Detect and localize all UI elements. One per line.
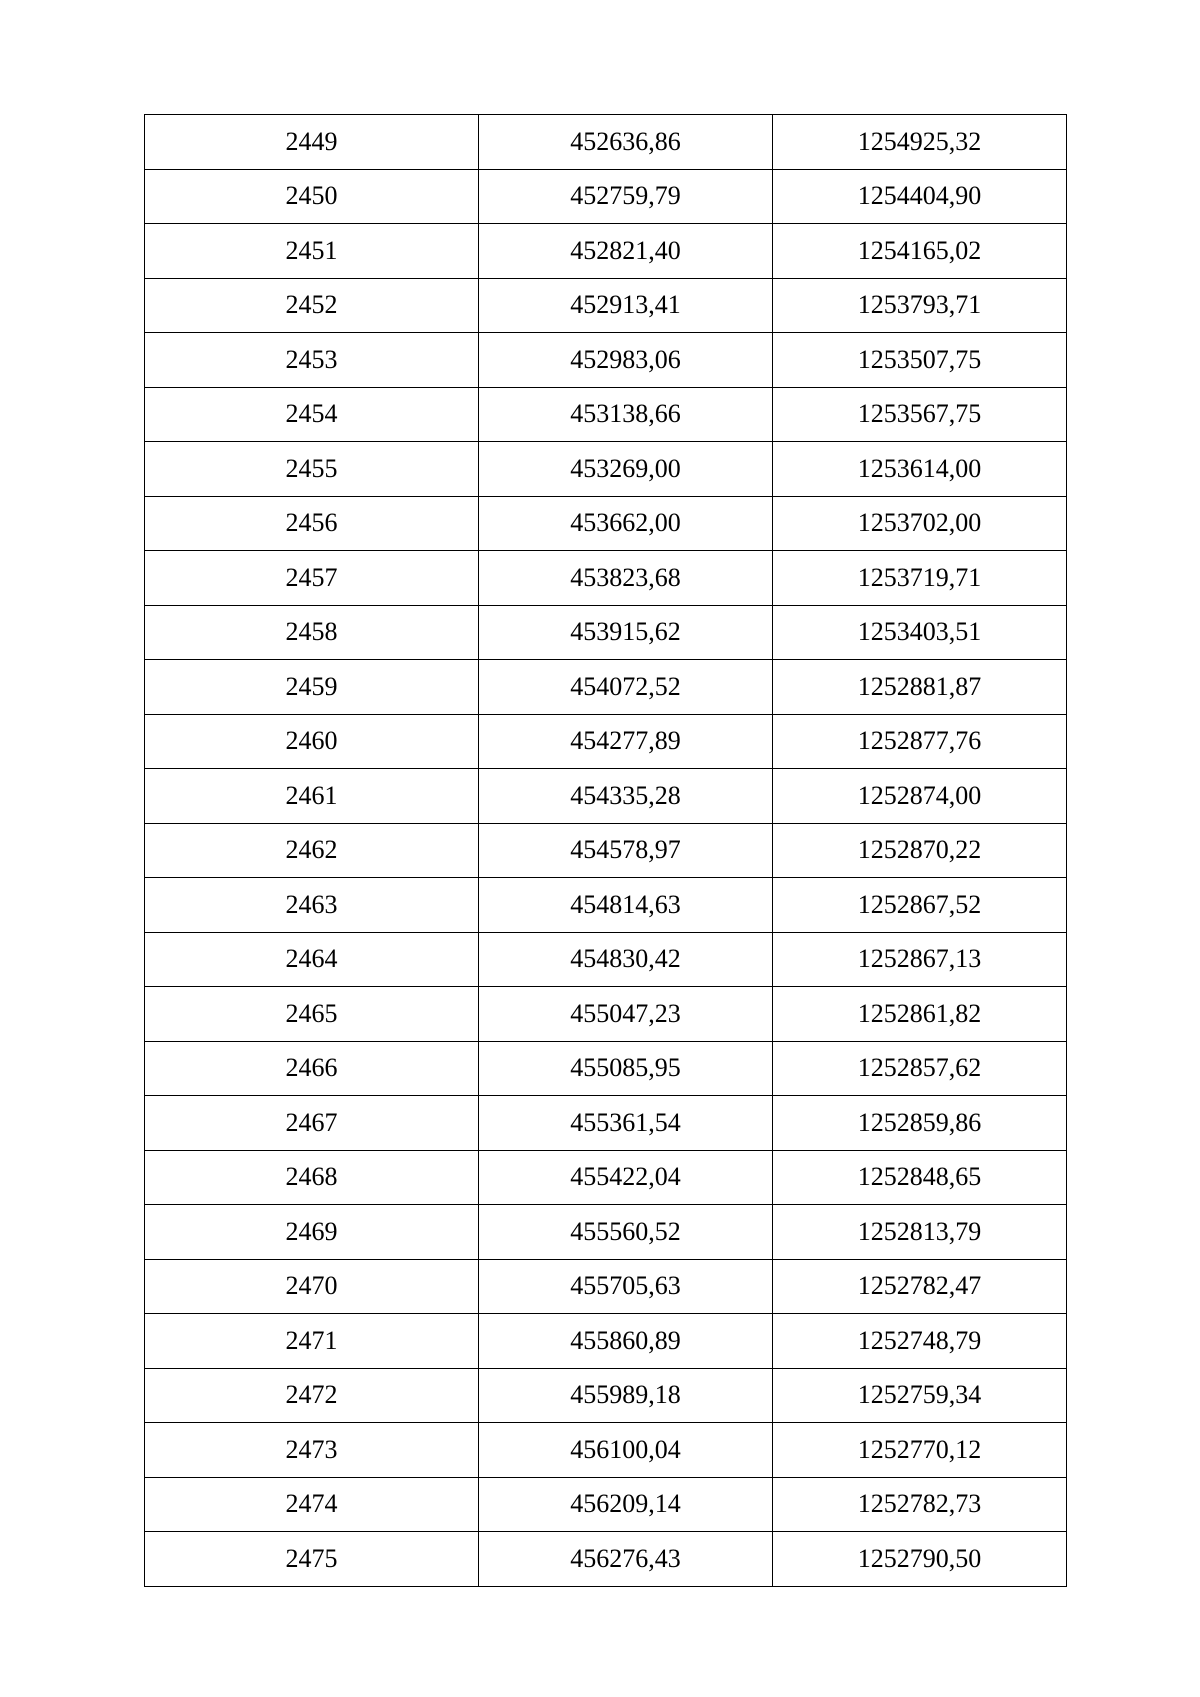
table-row: [145, 1041, 1067, 1096]
point-number-cell: 2457: [145, 551, 479, 606]
coordinate-x-cell: 456209,14: [479, 1477, 773, 1532]
coordinates-table-body: [145, 115, 1067, 1587]
coordinate-x-cell: 453269,00: [479, 442, 773, 497]
coordinate-y-cell: 1252782,73: [773, 1477, 1067, 1532]
table-row: [145, 1423, 1067, 1478]
coordinate-y-cell: 1254165,02: [773, 224, 1067, 279]
coordinate-y-cell: 1252870,22: [773, 823, 1067, 878]
table-row: [145, 932, 1067, 987]
point-number-cell: 2458: [145, 605, 479, 660]
coordinate-y-cell: 1252770,12: [773, 1423, 1067, 1478]
coordinate-x-cell: 454830,42: [479, 932, 773, 987]
coordinate-x-cell: 455422,04: [479, 1150, 773, 1205]
point-number-cell: 2466: [145, 1041, 479, 1096]
coordinate-y-cell: 1253403,51: [773, 605, 1067, 660]
table-row: [145, 769, 1067, 824]
table-row: [145, 878, 1067, 933]
table-row: [145, 169, 1067, 224]
point-number-cell: 2452: [145, 278, 479, 333]
coordinate-y-cell: 1252867,52: [773, 878, 1067, 933]
table-row: [145, 1532, 1067, 1587]
coordinate-x-cell: 454072,52: [479, 660, 773, 715]
point-number-cell: 2468: [145, 1150, 479, 1205]
point-number-cell: 2459: [145, 660, 479, 715]
table-row: [145, 1096, 1067, 1151]
coordinate-x-cell: 455860,89: [479, 1314, 773, 1369]
table-row: [145, 1314, 1067, 1369]
coordinate-x-cell: 452821,40: [479, 224, 773, 279]
table-row: [145, 660, 1067, 715]
table-row: [145, 1205, 1067, 1260]
coordinate-y-cell: 1252874,00: [773, 769, 1067, 824]
table-row: [145, 987, 1067, 1042]
point-number-cell: 2473: [145, 1423, 479, 1478]
table-row: [145, 278, 1067, 333]
coordinate-x-cell: 453823,68: [479, 551, 773, 606]
coordinate-y-cell: 1252867,13: [773, 932, 1067, 987]
point-number-cell: 2456: [145, 496, 479, 551]
coordinate-y-cell: 1252861,82: [773, 987, 1067, 1042]
table-row: [145, 1368, 1067, 1423]
coordinate-x-cell: 456100,04: [479, 1423, 773, 1478]
coordinate-y-cell: 1253507,75: [773, 333, 1067, 388]
coordinate-y-cell: 1253567,75: [773, 387, 1067, 442]
coordinate-y-cell: 1253614,00: [773, 442, 1067, 497]
table-row: [145, 442, 1067, 497]
coordinate-y-cell: 1252759,34: [773, 1368, 1067, 1423]
table-row: [145, 551, 1067, 606]
coordinate-x-cell: 452983,06: [479, 333, 773, 388]
point-number-cell: 2462: [145, 823, 479, 878]
coordinate-y-cell: 1252848,65: [773, 1150, 1067, 1205]
table-row: [145, 823, 1067, 878]
point-number-cell: 2463: [145, 878, 479, 933]
coordinate-x-cell: 452636,86: [479, 115, 773, 170]
coordinate-x-cell: 455560,52: [479, 1205, 773, 1260]
coordinate-y-cell: 1252857,62: [773, 1041, 1067, 1096]
coordinate-y-cell: 1252748,79: [773, 1314, 1067, 1369]
coordinate-y-cell: 1252877,76: [773, 714, 1067, 769]
point-number-cell: 2449: [145, 115, 479, 170]
coordinate-y-cell: 1252813,79: [773, 1205, 1067, 1260]
coordinate-x-cell: 456276,43: [479, 1532, 773, 1587]
point-number-cell: 2472: [145, 1368, 479, 1423]
table-row: [145, 605, 1067, 660]
coordinate-x-cell: 453138,66: [479, 387, 773, 442]
table-row: [145, 496, 1067, 551]
point-number-cell: 2475: [145, 1532, 479, 1587]
point-number-cell: 2474: [145, 1477, 479, 1532]
table-row: [145, 1150, 1067, 1205]
point-number-cell: 2464: [145, 932, 479, 987]
point-number-cell: 2454: [145, 387, 479, 442]
coordinate-x-cell: 455047,23: [479, 987, 773, 1042]
coordinate-x-cell: 452759,79: [479, 169, 773, 224]
coordinate-x-cell: 453662,00: [479, 496, 773, 551]
coordinate-y-cell: 1254925,32: [773, 115, 1067, 170]
coordinate-x-cell: 455705,63: [479, 1259, 773, 1314]
table-row: [145, 1477, 1067, 1532]
point-number-cell: 2465: [145, 987, 479, 1042]
table-row: [145, 387, 1067, 442]
table-row: [145, 115, 1067, 170]
point-number-cell: 2453: [145, 333, 479, 388]
coordinate-y-cell: 1252859,86: [773, 1096, 1067, 1151]
point-number-cell: 2471: [145, 1314, 479, 1369]
point-number-cell: 2470: [145, 1259, 479, 1314]
coordinate-y-cell: 1253793,71: [773, 278, 1067, 333]
coordinate-x-cell: 454277,89: [479, 714, 773, 769]
table-row: [145, 333, 1067, 388]
point-number-cell: 2450: [145, 169, 479, 224]
coordinate-x-cell: 454814,63: [479, 878, 773, 933]
coordinate-x-cell: 454578,97: [479, 823, 773, 878]
coordinate-y-cell: 1252881,87: [773, 660, 1067, 715]
coordinate-x-cell: 454335,28: [479, 769, 773, 824]
point-number-cell: 2467: [145, 1096, 479, 1151]
coordinate-x-cell: 455085,95: [479, 1041, 773, 1096]
coordinate-y-cell: 1254404,90: [773, 169, 1067, 224]
point-number-cell: 2469: [145, 1205, 479, 1260]
point-number-cell: 2451: [145, 224, 479, 279]
table-row: [145, 1259, 1067, 1314]
coordinate-x-cell: 452913,41: [479, 278, 773, 333]
point-number-cell: 2455: [145, 442, 479, 497]
table-row: [145, 714, 1067, 769]
coordinate-x-cell: 455989,18: [479, 1368, 773, 1423]
coordinate-y-cell: 1253719,71: [773, 551, 1067, 606]
point-number-cell: 2461: [145, 769, 479, 824]
coordinate-x-cell: 453915,62: [479, 605, 773, 660]
table-row: [145, 224, 1067, 279]
coordinates-table: [144, 114, 1067, 1587]
point-number-cell: 2460: [145, 714, 479, 769]
coordinate-y-cell: 1252790,50: [773, 1532, 1067, 1587]
coordinate-y-cell: 1253702,00: [773, 496, 1067, 551]
coordinate-x-cell: 455361,54: [479, 1096, 773, 1151]
coordinate-y-cell: 1252782,47: [773, 1259, 1067, 1314]
